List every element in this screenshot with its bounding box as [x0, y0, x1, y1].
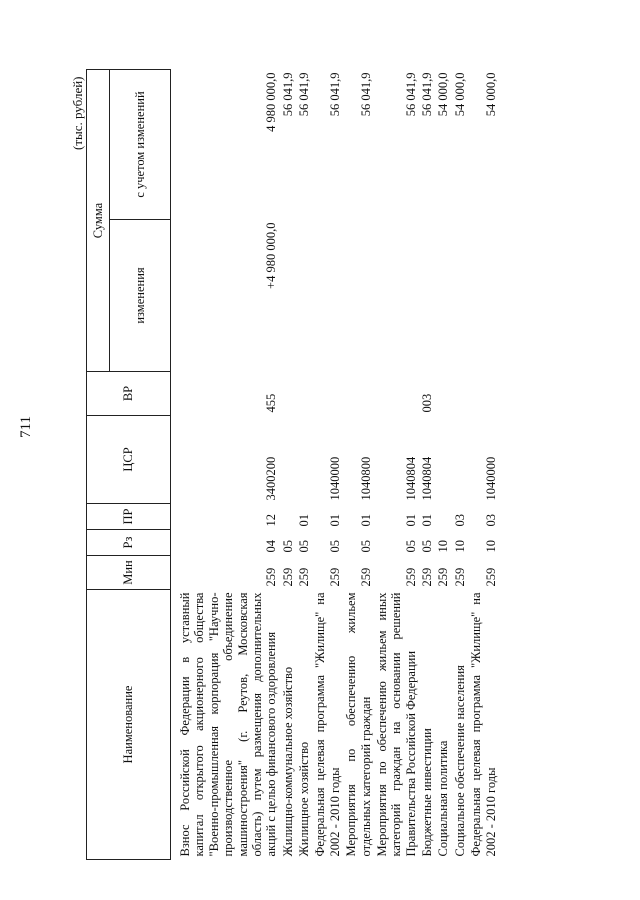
row-vr	[280, 372, 296, 416]
header-sum: Сумма	[87, 70, 110, 372]
row-vr	[452, 372, 468, 416]
row-csr: 1040804	[403, 456, 418, 501]
row-rz: 10	[452, 540, 467, 553]
row-changes	[468, 220, 499, 372]
row-vr	[312, 372, 343, 416]
row-pr: 01	[420, 514, 434, 527]
table-row	[312, 70, 343, 860]
row-min: 259	[280, 567, 295, 587]
row-changes	[374, 220, 419, 372]
row-rz: 04	[264, 540, 279, 553]
row-pr	[435, 504, 451, 530]
row-rz: 10	[436, 540, 451, 553]
row-name: Федеральная целевая программа "Жилище" на 2002 - 2010 годы	[469, 592, 498, 857]
row-min: 259	[358, 567, 373, 587]
row-name: Мероприятия по обеспечению жильем отдельных категорий граждан	[344, 592, 373, 857]
row-rz: 05	[403, 540, 418, 553]
row-changes: +4 980 000,0	[264, 222, 279, 289]
row-pr: 01	[358, 514, 373, 527]
table-header	[87, 70, 171, 860]
row-total: 4 980 000,0	[264, 72, 279, 132]
table-row	[452, 70, 468, 860]
row-changes	[312, 220, 343, 372]
header-with-changes: с учетом изменений	[110, 70, 171, 220]
row-pr: 12	[264, 514, 279, 527]
row-name: Мероприятия по обеспечению жильем иных категорий граждан на основании решений Правительства Российской Федерации	[374, 592, 418, 857]
row-vr	[343, 372, 374, 416]
row-pr: 03	[483, 514, 498, 527]
row-pr: 01	[297, 514, 311, 527]
row-csr: 3400200	[264, 456, 279, 501]
row-total: 56 041,9	[420, 72, 434, 117]
row-csr	[452, 416, 468, 504]
table-row	[374, 70, 419, 860]
row-total: 56 041,9	[280, 72, 295, 117]
header-changes: изменения	[110, 220, 171, 372]
row-csr	[296, 416, 312, 504]
table-row	[296, 70, 312, 860]
row-changes	[419, 220, 435, 372]
row-rz: 05	[420, 540, 434, 553]
header-rz: Рз	[87, 530, 171, 556]
row-pr: 01	[327, 514, 342, 527]
row-csr: 1040800	[358, 456, 373, 501]
row-rz: 05	[280, 540, 295, 553]
budget-table	[86, 69, 499, 860]
row-rz: 10	[483, 540, 498, 553]
table-row	[177, 70, 280, 860]
row-csr	[280, 416, 296, 504]
row-changes	[435, 220, 451, 372]
row-min: 259	[264, 567, 279, 587]
row-total: 54 000,0	[436, 72, 451, 117]
page-number: 711	[18, 416, 34, 438]
header-csr: ЦСР	[87, 416, 171, 504]
row-min: 259	[420, 567, 434, 587]
row-changes	[280, 220, 296, 372]
row-changes	[343, 220, 374, 372]
table-row	[343, 70, 374, 860]
table-row	[468, 70, 499, 860]
row-min: 259	[327, 567, 342, 587]
row-name: Бюджетные инвестиции	[420, 728, 434, 857]
row-pr: 01	[403, 514, 418, 527]
row-vr: 003	[420, 393, 434, 413]
row-total: 56 041,9	[358, 72, 373, 117]
header-vr: ВР	[87, 372, 171, 416]
row-total: 54 000,0	[452, 72, 467, 117]
row-name: Жилищно-коммунальное хозяйство	[280, 666, 295, 857]
row-vr: 455	[264, 393, 279, 413]
row-min: 259	[483, 567, 498, 587]
header-pr: ПР	[87, 504, 171, 530]
row-vr	[296, 372, 312, 416]
row-total: 56 041,9	[403, 72, 418, 117]
row-name: Социальное обеспечение населения	[452, 665, 467, 857]
header-name: Наименование	[87, 590, 171, 860]
row-name: Социальная политика	[436, 740, 451, 857]
table-row	[419, 70, 435, 860]
row-csr: 1040000	[483, 456, 498, 501]
row-pr	[280, 504, 296, 530]
row-min: 259	[403, 567, 418, 587]
row-min: 259	[297, 567, 311, 587]
row-pr: 03	[452, 514, 467, 527]
row-total: 56 041,9	[327, 72, 342, 117]
table-body	[171, 70, 499, 860]
row-csr: 1040804	[420, 456, 434, 501]
row-total: 56 041,9	[297, 72, 311, 117]
row-name: Жилищное хозяйство	[297, 741, 311, 857]
row-vr	[374, 372, 419, 416]
row-name: Взнос Российской Федерации в уставный капитал открытого акционерного общества "Военно-промышленная корпорация "Научно-производственное объединение машиностроения" (г. Реутов, Московская область) путем размещения дополнительных акций с целью финансового оздоровления	[178, 592, 279, 857]
row-rz: 05	[327, 540, 342, 553]
row-changes	[296, 220, 312, 372]
row-vr	[435, 372, 451, 416]
row-rz: 05	[358, 540, 373, 553]
row-min: 259	[436, 567, 451, 587]
budget-sheet	[70, 60, 550, 860]
header-min: Мин	[87, 556, 171, 590]
row-min: 259	[452, 567, 467, 587]
row-csr	[435, 416, 451, 504]
row-csr: 1040000	[327, 456, 342, 501]
units-label: (тыс. рублей)	[70, 76, 85, 150]
row-name: Федеральная целевая программа "Жилище" на 2002 - 2010 годы	[313, 592, 342, 857]
row-vr	[468, 372, 499, 416]
row-total: 54 000,0	[483, 72, 498, 117]
row-rz: 05	[297, 540, 311, 553]
table-row	[435, 70, 451, 860]
table-row	[280, 70, 296, 860]
row-changes	[452, 220, 468, 372]
